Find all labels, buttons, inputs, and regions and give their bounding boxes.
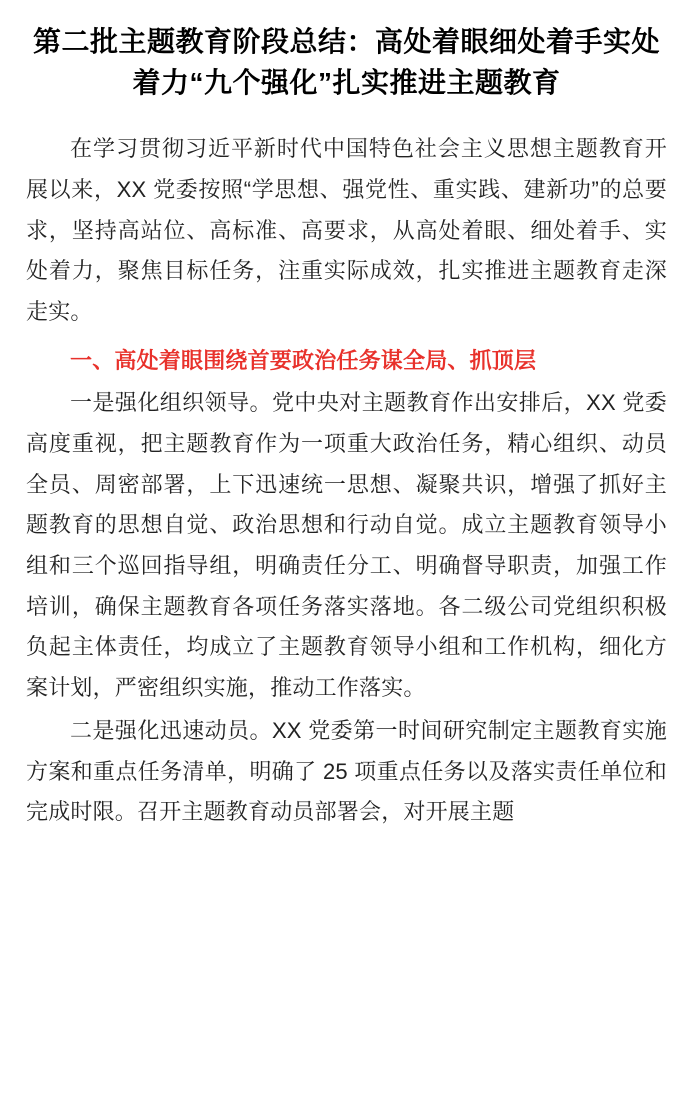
- section-heading-one: 一、高处着眼围绕首要政治任务谋全局、抓顶层: [70, 347, 537, 373]
- paragraph-intro: 在学习贯彻习近平新时代中国特色社会主义思想主题教育开展以来，XX 党委按照“学思想、强党性、重实践、建新功”的总要求，坚持高站位、高标准、高要求，从高处着眼、细处着手、实处着力，聚焦目标任务，注重实际成效，扎实推进主题教育走深走实。: [26, 136, 667, 324]
- paragraph-point-one: 一是强化组织领导。党中央对主题教育作出安排后，XX 党委高度重视，把主题教育作为一项重大政治任务，精心组织、动员全员、周密部署，上下迅速统一思想、凝聚共识，增强了抓好主题教育的思想自觉、政治思想和行动自觉。成立主题教育领导小组和三个巡回指导组，明确责任分工、明确督导职责，加强工作培训，确保主题教育各项任务落实落地。各二级公司党组织积极负起主体责任，均成立了主题教育领导小组和工作机构，细化方案计划，严密组织实施，推动工作落实。: [26, 390, 667, 701]
- paragraph-point-two: 二是强化迅速动员。XX 党委第一时间研究制定主题教育实施方案和重点任务清单，明确了 25 项重点任务以及落实责任单位和完成时限。召开主题教育动员部署会，对开展主题: [26, 717, 667, 825]
- page-title: 第二批主题教育阶段总结：高处着眼细处着手实处着力“九个强化”扎实推进主题教育: [32, 26, 660, 98]
